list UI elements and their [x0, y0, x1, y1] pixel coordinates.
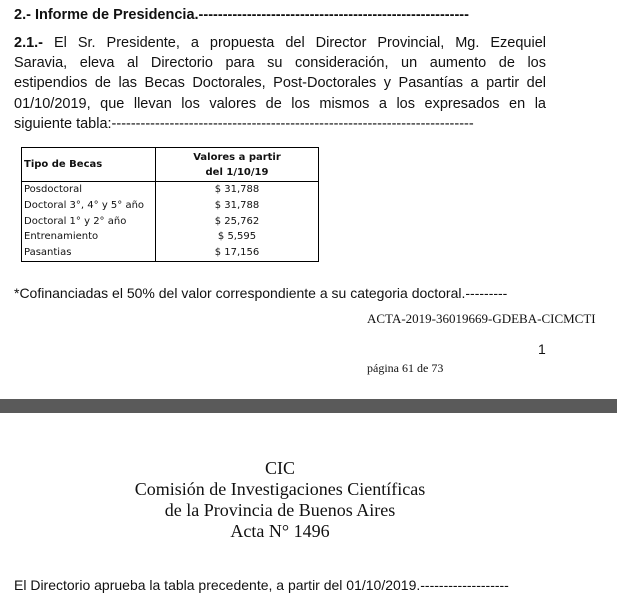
table-row [22, 214, 319, 230]
cell-tipo: Entrenamiento [22, 229, 156, 245]
table-header-row [22, 148, 319, 182]
paragraph-line-3: estipendios de las Becas Doctorales, Post-Doctorales y Pasantías a partir del [14, 75, 546, 92]
cell-valor: $ 31,788 [156, 182, 319, 198]
cell-valor: $ 5,595 [156, 229, 319, 245]
table-row [22, 245, 319, 261]
section-title-text: 2.- Informe de Presidencia. [14, 7, 199, 23]
cell-valor: $ 17,156 [156, 245, 319, 261]
final-line: El Directorio aprueba la tabla precedente, a partir del 01/10/2019.------------------- [14, 577, 509, 593]
paragraph-line-1-text: El Sr. Presidente, a propuesta del Director Provincial, Mg. Ezequiel [53, 35, 546, 51]
item-number: 2.1.- [14, 35, 44, 51]
page-separator [0, 399, 617, 413]
acta-code: ACTA-2019-36019669-GDEBA-CICMCTI [367, 311, 596, 326]
section-title-dashes: -------------------------------------------------------- [198, 7, 469, 23]
page-counter: página 61 de 73 [367, 361, 444, 375]
cell-tipo: Posdoctoral [22, 182, 156, 198]
table-row [22, 198, 319, 214]
table-row [22, 229, 319, 245]
cell-tipo: Doctoral 3°, 4° y 5° año [22, 198, 156, 214]
header-comision: Comisión de Investigaciones Científicas [134, 479, 426, 499]
header-acta: Acta N° 1496 [230, 521, 330, 541]
header-cic: CIC [264, 458, 295, 478]
paragraph-line-4: 01/10/2019, que llevan los valores de los mismos a los expresados en la [14, 95, 546, 112]
cell-tipo: Doctoral 1° y 2° año [22, 214, 156, 230]
col-header-tipo: Tipo de Becas [22, 148, 156, 182]
becas-table [21, 147, 319, 262]
col-header-valores-line2: del 1/10/19 [205, 166, 269, 178]
paragraph-line-2: Saravia, eleva al Directorio para su consideración, un aumento de los [14, 55, 546, 72]
paragraph-2-1 [14, 33, 546, 134]
cell-valor: $ 25,762 [156, 214, 319, 230]
page-number: 1 [538, 341, 546, 357]
paragraph-line-1 [14, 33, 546, 53]
header-provincia: de la Provincia de Buenos Aires [164, 500, 396, 520]
paragraph-line-5: siguiente tabla:--------------------------------------------------------------------------- [14, 115, 474, 132]
cell-valor: $ 31,788 [156, 198, 319, 214]
col-header-valores [156, 148, 319, 182]
footnote: *Cofinanciadas el 50% del valor correspondiente a su categoria doctoral.--------- [14, 285, 508, 301]
col-header-valores-line1: Valores a partir [193, 151, 281, 163]
table-row [22, 182, 319, 198]
section-title [14, 7, 469, 23]
cell-tipo: Pasantias [22, 245, 156, 261]
document-page-62 [0, 413, 617, 599]
